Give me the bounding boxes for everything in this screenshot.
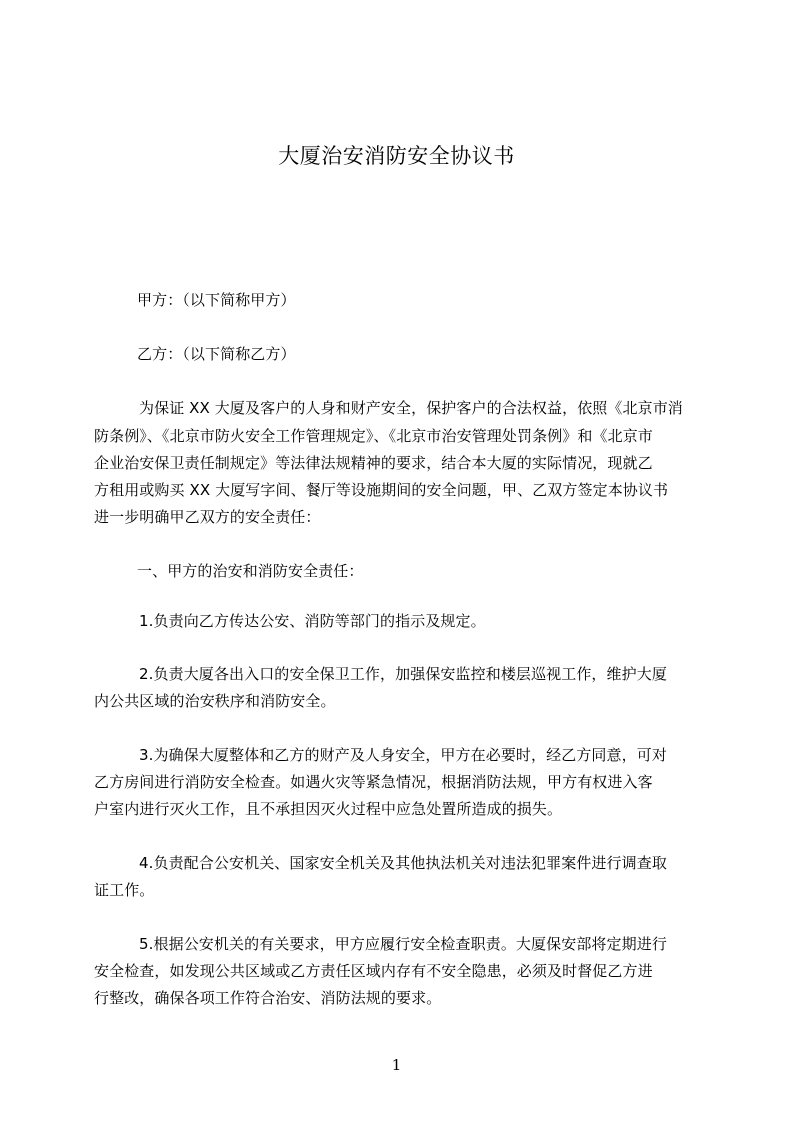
- intro-line: 防条例》、《北京市防火安全工作管理规定》、《北京市治安管理处罚条例》和《北京市: [94, 427, 653, 445]
- list-item-line: 3.为确保大厦整体和乙方的财产及人身安全，甲方在必要时，经乙方同意，可对: [139, 746, 667, 764]
- list-item-line: 内公共区域的治安秩序和消防安全。: [94, 692, 336, 710]
- party-b-line: 乙方：（以下简称乙方）: [137, 345, 296, 363]
- party-a-line: 甲方：（以下简称甲方）: [137, 291, 296, 309]
- intro-line: 为保证 XX 大厦及客户的人身和财产安全，保护客户的合法权益，依照《北京市消: [139, 399, 683, 417]
- intro-line: 企业治安保卫责任制规定》等法律法规精神的要求，结合本大厦的实际情况，现就乙: [94, 454, 653, 472]
- section-heading: 一、甲方的治安和消防安全责任：: [137, 562, 364, 580]
- intro-line: 进一步明确甲乙双方的安全责任：: [94, 508, 321, 526]
- intro-line: 方租用或购买 XX 大厦写字间、餐厅等设施期间的安全问题，甲、乙双方签定本协议书: [94, 481, 669, 499]
- list-item-line: 乙方房间进行消防安全检查。如遇火灾等紧急情况，根据消防法规，甲方有权进入客: [94, 773, 653, 791]
- list-item-line: 5.根据公安机关的有关要求，甲方应履行安全检查职责。大厦保安部将定期进行: [139, 935, 667, 953]
- list-item-line: 1.负责向乙方传达公安、消防等部门的指示及规定。: [139, 612, 486, 630]
- document-title: 大厦治安消防安全协议书: [278, 144, 515, 168]
- list-item-line: 2.负责大厦各出入口的安全保卫工作，加强保安监控和楼层巡视工作，维护大厦: [139, 665, 667, 683]
- list-item-line: 行整改，确保各项工作符合治安、消防法规的要求。: [94, 989, 442, 1007]
- list-item-line: 证工作。: [94, 881, 155, 899]
- list-item-line: 户室内进行灭火工作，且不承担因灭火过程中应急处置所造成的损失。: [94, 800, 563, 818]
- page-number: 1: [391, 1056, 402, 1074]
- list-item-line: 安全检查，如发现公共区域或乙方责任区域内存有不安全隐患，必须及时督促乙方进: [94, 962, 653, 980]
- list-item-line: 4.负责配合公安机关、国家安全机关及其他执法机关对违法犯罪案件进行调查取: [139, 854, 667, 872]
